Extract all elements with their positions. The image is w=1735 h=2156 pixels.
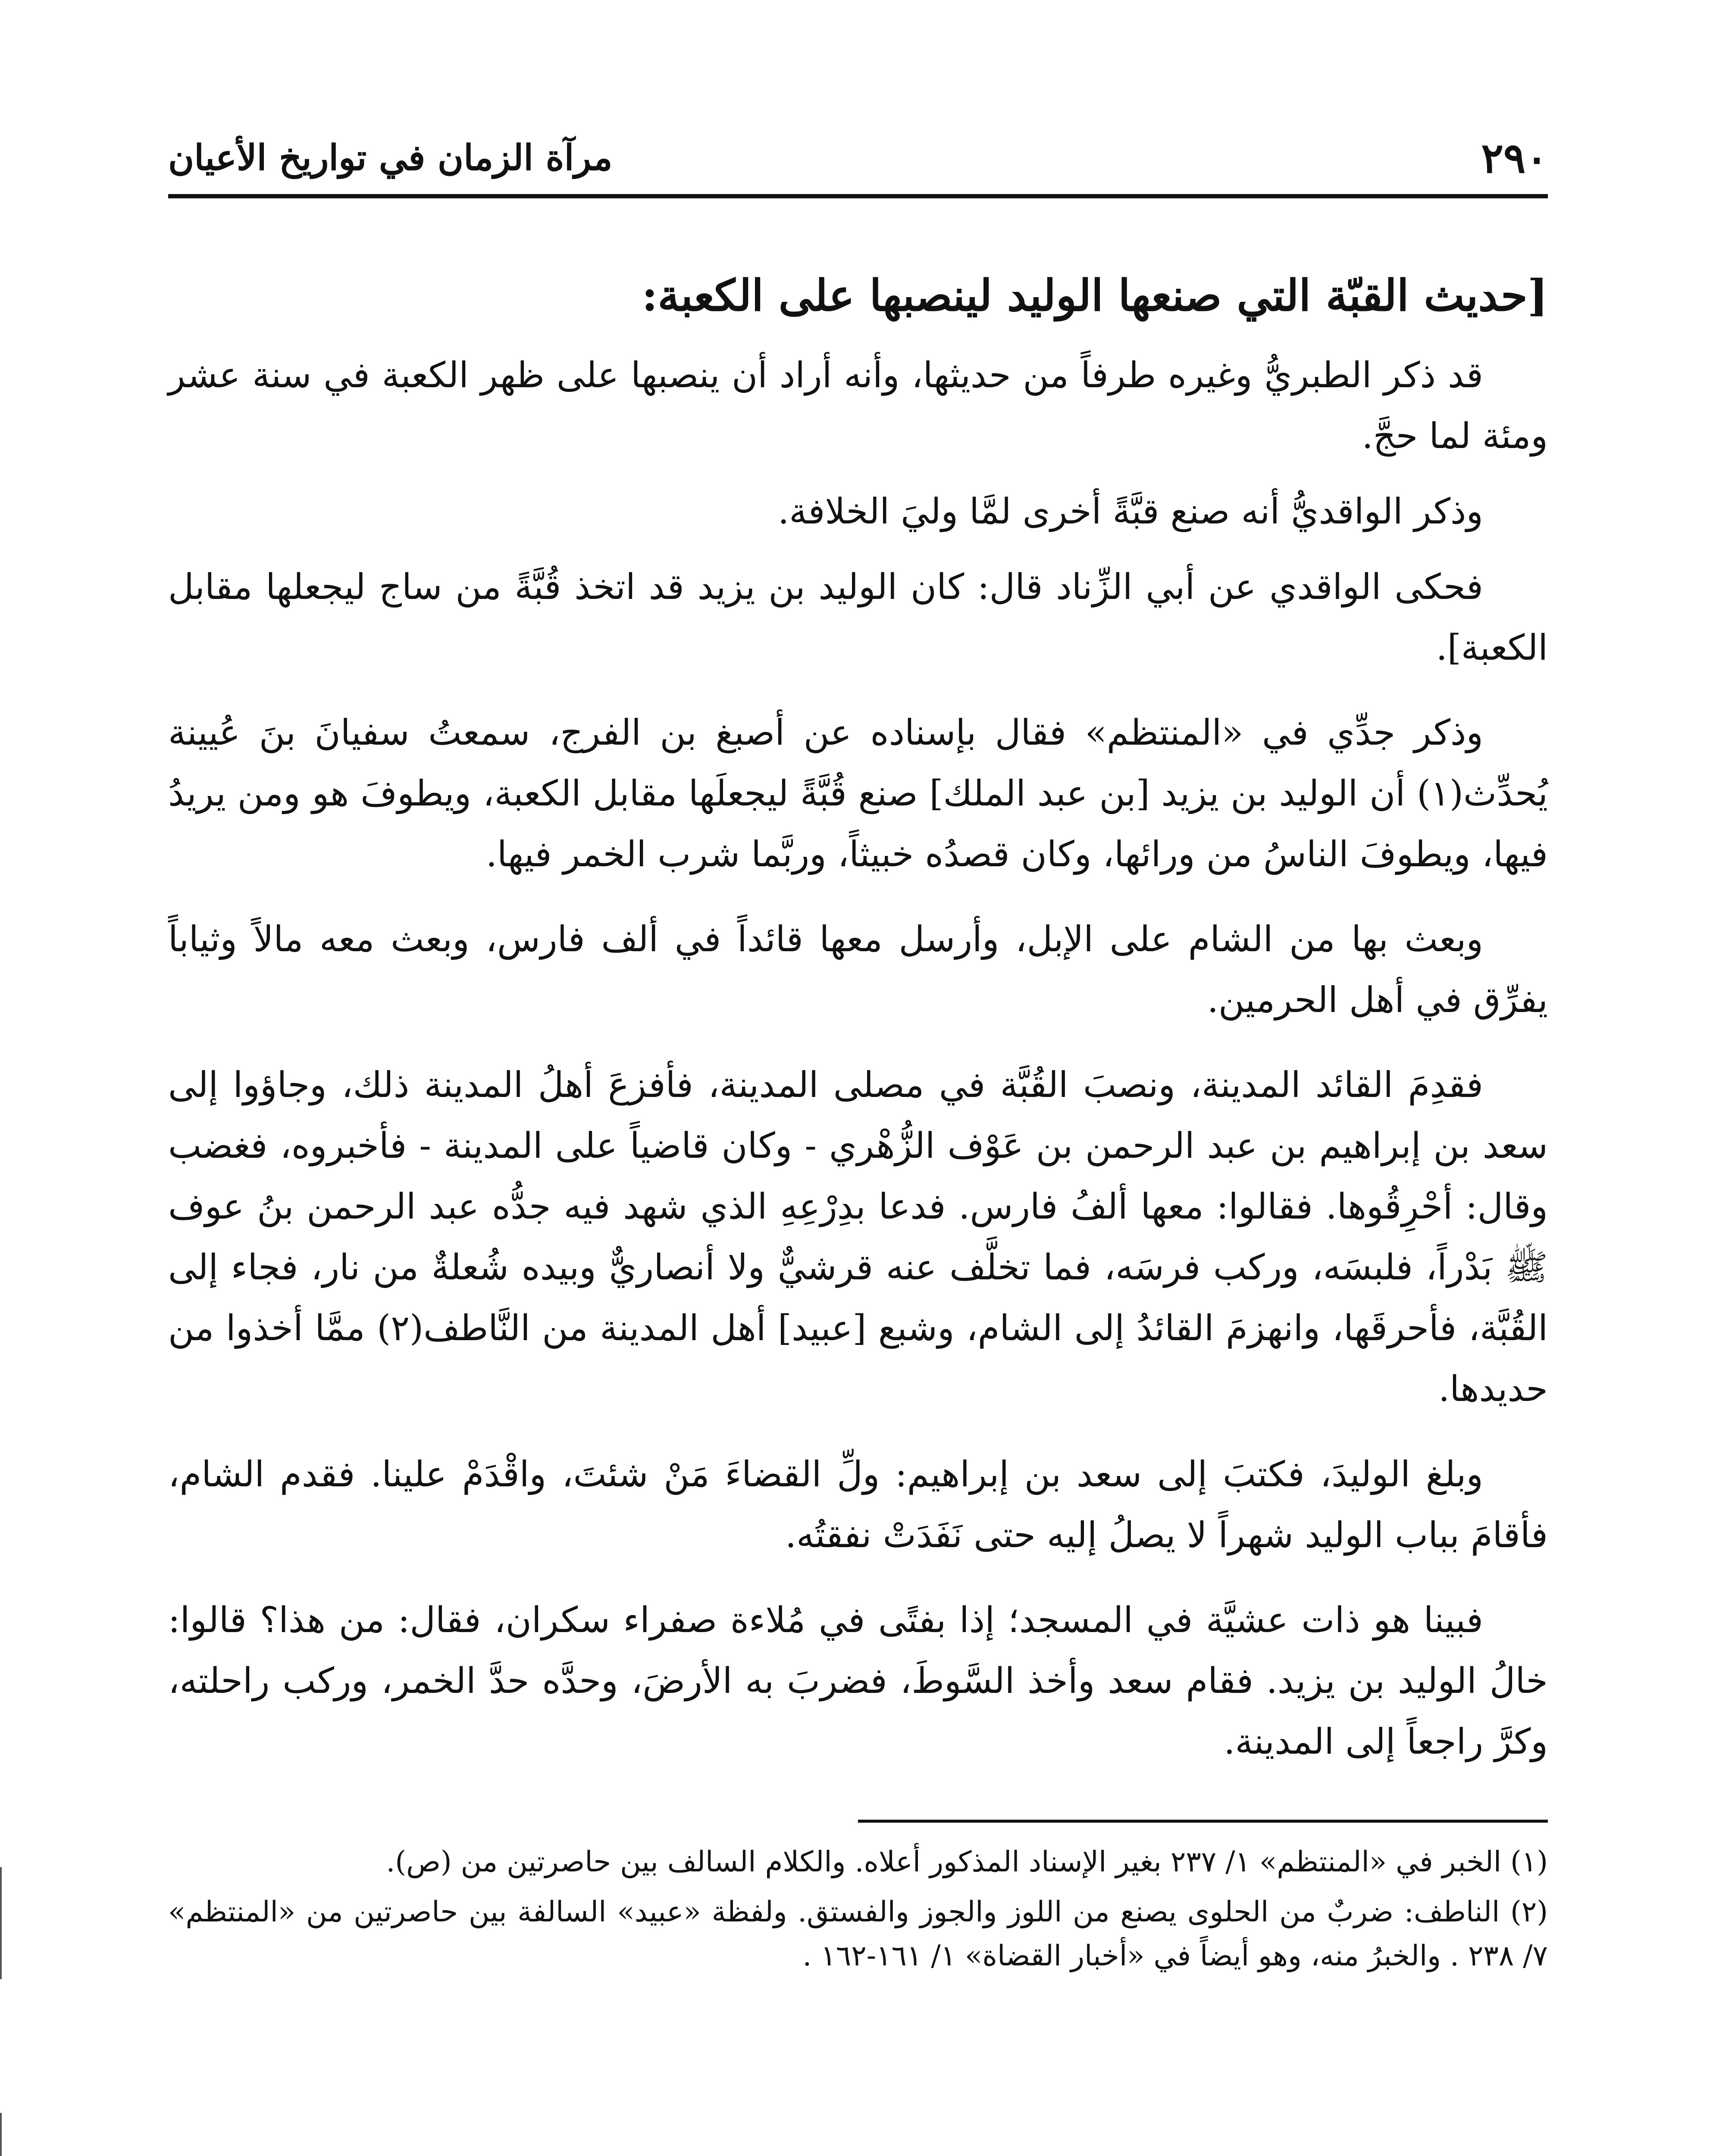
paragraph-3: فحكى الواقدي عن أبي الزِّناد قال: كان الوليد بن يزيد قد اتخذ قُبَّةً من ساج ليجعلها مقابل الكعبة].	[168, 567, 1548, 669]
page-header	[168, 125, 1548, 198]
paragraph-1: قد ذكر الطبريُّ وغيره طرفاً من حديثها، وأنه أراد أن ينصبها على ظهر الكعبة في سنة عشر ومئة لما حجَّ.	[168, 355, 1548, 457]
footnotes	[168, 1840, 1548, 1978]
footnote-1: (١) الخبر في «المنتظم» ١/ ٢٣٧ بغير الإسناد المذكور أعلاه. والكلام السالف بين حاصرتين من (ص).	[386, 1845, 1548, 1878]
paragraph-2: وذكر الواقديُّ أنه صنع قبَّةً أخرى لمَّا وليَ الخلافة.	[778, 491, 1483, 533]
paragraph-6: فقدِمَ القائد المدينة، ونصبَ القُبَّة في مصلى المدينة، فأفزعَ أهلُ المدينة ذلك، وجاؤوا إلى سعد بن إبراهيم بن عبد الرحمن بن عَوْف الزُّهْري - وكان قاضياً على المدينة - فأخبروه، فغضب وقال: أحْرِقُوها. فقالوا: معها ألفُ فارس. فدعا بدِرْعِهِ الذي شهد فيه جدُّه عبد الرحمن بنُ عوف ﷺ بَدْراً، فلبسَه، وركب فرسَه، فما تخلَّف عنه قرشيٌّ ولا أنصاريٌّ وبيده شُعلةٌ من نار، فجاء إلى القُبَّة، فأحرقَها، وانهزمَ القائدُ إلى الشام، وشبع [عبيد] أهل المدينة من النَّاطف(٢) ممَّا أخذوا من حديدها.	[168, 1065, 1548, 1410]
running-title: مرآة الزمان في تواريخ الأعيان	[168, 137, 613, 179]
footnote-divider	[858, 1820, 1548, 1823]
paragraph-5: وبعث بها من الشام على الإبل، وأرسل معها قائداً في ألف فارس، وبعث معه مالاً وثياباً يفرِّق في أهل الحرمين.	[168, 919, 1548, 1021]
section-heading: [حديث القبّة التي صنعها الوليد لينصبها على الكعبة:	[642, 270, 1548, 321]
page-number: ٢٩٠	[1481, 134, 1548, 182]
scan-edge-mark	[0, 2113, 2, 2156]
body-text	[168, 345, 1548, 1772]
book-page	[168, 125, 1548, 1984]
paragraph-8: فبينا هو ذات عشيَّة في المسجد؛ إذا بفتًى في مُلاءة صفراء سكران، فقال: من هذا؟ قالوا: خالُ الوليد بن يزيد. فقام سعد وأخذ السَّوطَ، فضربَ به الأرضَ، وحدَّه حدَّ الخمر، وركب راحلته، وكرَّ راجعاً إلى المدينة.	[168, 1599, 1548, 1762]
scan-edge-mark	[0, 1867, 2, 1979]
footnote-2: (٢) الناطف: ضربٌ من الحلوى يصنع من اللوز والجوز والفستق. ولفظة «عبيد» السالفة بين حاصرتين من «المنتظم» ٧/ ٢٣٨ . والخبرُ منه، وهو أيضاً في «أخبار القضاة» ١/ ١٦١-١٦٢ .	[168, 1895, 1548, 1973]
paragraph-4: وذكر جدِّي في «المنتظم» فقال بإسناده عن أصبغ بن الفرج، سمعتُ سفيانَ بنَ عُيينة يُحدِّث(١) أن الوليد بن يزيد [بن عبد الملك] صنع قُبَّةً ليجعلَها مقابل الكعبة، ويطوفَ هو ومن يريدُ فيها، ويطوفَ الناسُ من ورائها، وكان قصدُه خبيثاً، وربَّما شرب الخمر فيها.	[168, 712, 1548, 875]
paragraph-7: وبلغ الوليدَ، فكتبَ إلى سعد بن إبراهيم: ولِّ القضاءَ مَنْ شئتَ، واقْدَمْ علينا. فقدم الشام، فأقامَ بباب الوليد شهراً لا يصلُ إليه حتى نَفَدَتْ نفقتُه.	[168, 1454, 1548, 1556]
